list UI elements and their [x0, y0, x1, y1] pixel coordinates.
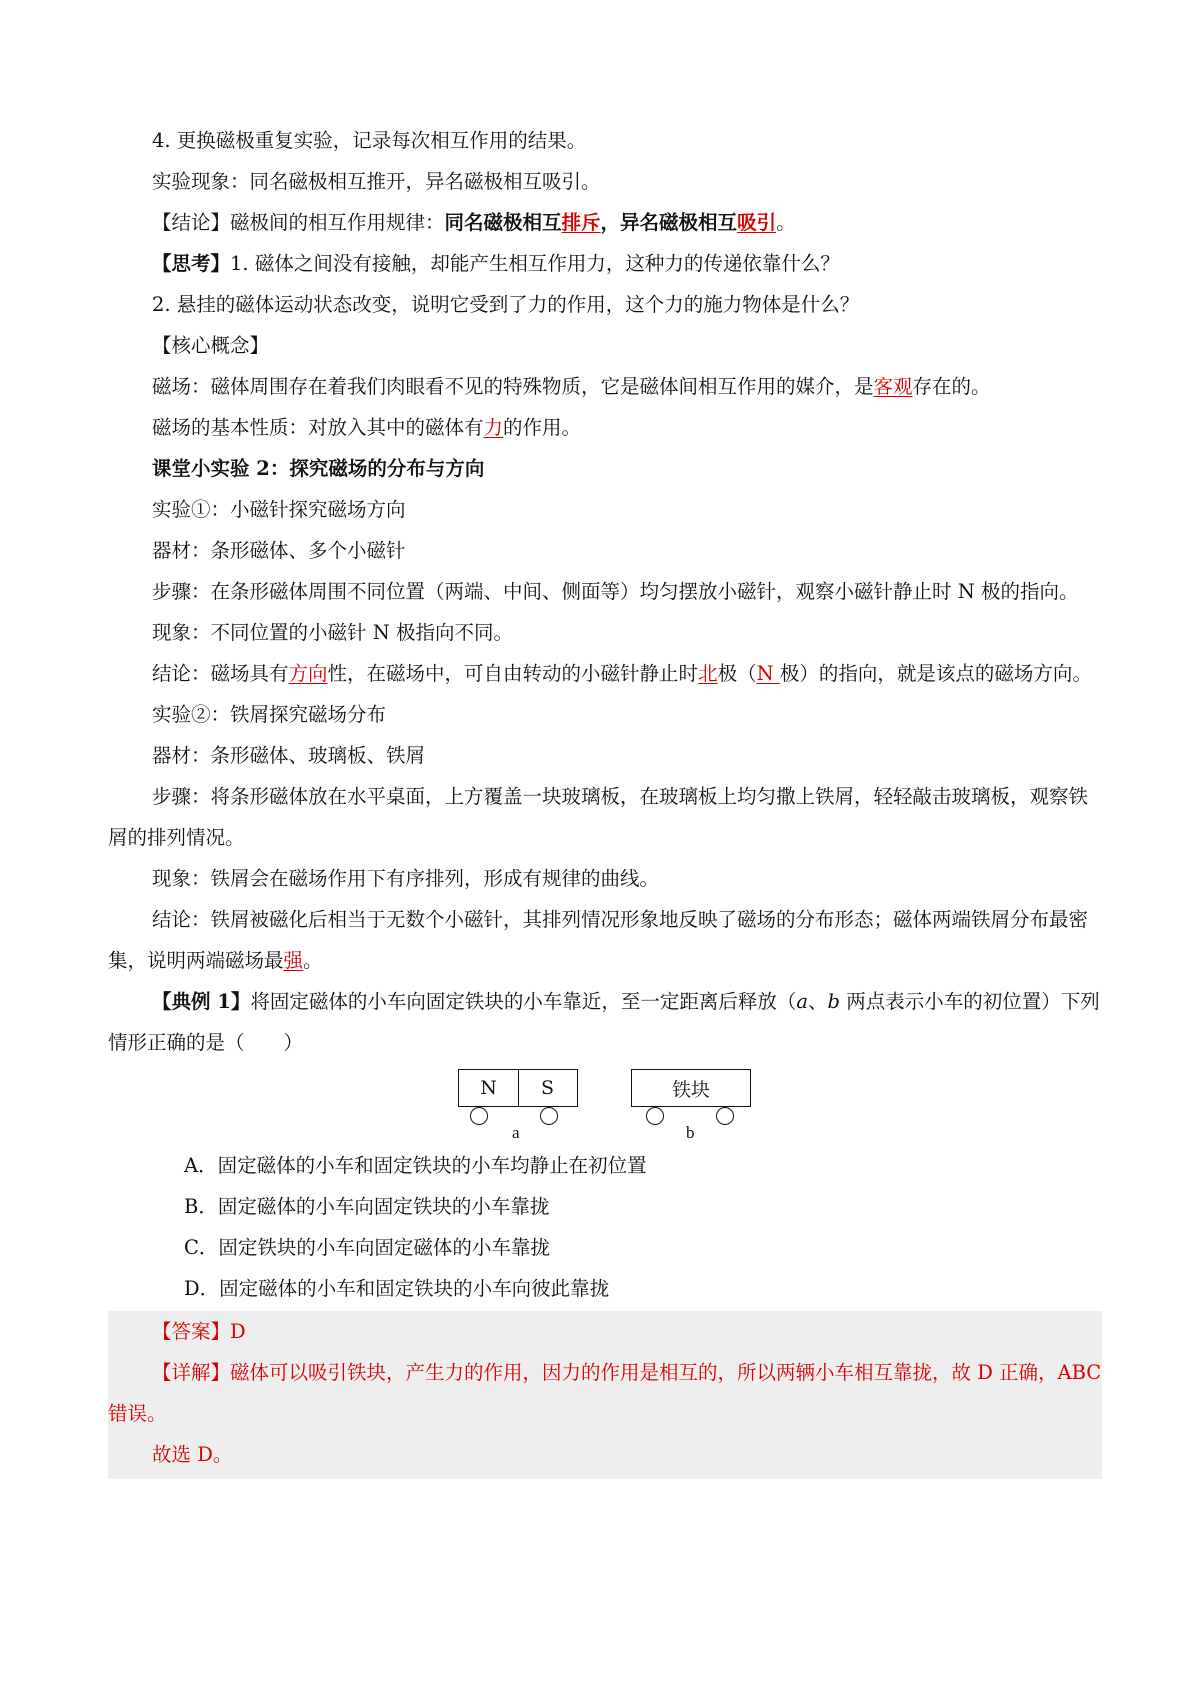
document-page	[108, 120, 1102, 1479]
magnetic-field-property: 磁场的基本性质：对放入其中的磁体有力的作用。	[152, 416, 582, 439]
answer-final: 故选 D。	[152, 1443, 233, 1466]
exp2-materials: 器材：条形磁体、玻璃板、铁屑	[152, 744, 426, 767]
example-1-question: 【典例 1】将固定磁体的小车向固定铁块的小车靠近，至一定距离后释放（a、b 两点表示小车的初位置）下列情形正确的是（ ）	[108, 990, 1100, 1054]
cart-figure	[108, 1065, 1102, 1145]
experiment-2-heading: 课堂小实验 2：探究磁场的分布与方向	[152, 457, 485, 480]
option-a: A．固定磁体的小车和固定铁块的小车均静止在初位置	[184, 1154, 647, 1177]
answer-line: 【答案】D	[152, 1320, 246, 1343]
exp2-phenomenon: 现象：铁屑会在磁场作用下有序排列，形成有规律的曲线。	[152, 867, 660, 890]
exp2-title: 实验②：铁屑探究磁场分布	[152, 703, 387, 726]
iron-label: 铁块	[671, 1078, 710, 1101]
exp1-phenomenon: 现象：不同位置的小磁针 N 极指向不同。	[152, 621, 513, 644]
option-c: C．固定铁块的小车向固定磁体的小车靠拢	[184, 1236, 550, 1259]
step-4: 4. 更换磁极重复实验，记录每次相互作用的结果。	[152, 129, 587, 152]
blank-strong: 强	[283, 949, 304, 972]
conclusion: 【结论】磁极间的相互作用规律：同名磁极相互排斥，异名磁极相互吸引。	[152, 211, 796, 234]
exp1-conclusion: 结论：磁场具有方向性，在磁场中，可自由转动的小磁针静止时北极（N 极）的指向，就是该点的磁场方向。	[152, 662, 1092, 685]
exp1-title: 实验①：小磁针探究磁场方向	[152, 498, 406, 521]
think-1: 【思考】1. 磁体之间没有接触，却能产生相互作用力，这种力的传递依靠什么？	[152, 252, 840, 275]
answer-detail: 【详解】磁体可以吸引铁块，产生力的作用，因力的作用是相互的，所以两辆小车相互靠拢，故 D 正确，ABC 错误。	[108, 1361, 1102, 1425]
exp1-materials: 器材：条形磁体、多个小磁针	[152, 539, 406, 562]
iron-cart-body	[631, 1069, 751, 1107]
exp2-conclusion: 结论：铁屑被磁化后相当于无数个小磁针，其排列情况形象地反映了磁场的分布形态；磁体两端铁屑分布最密集，说明两端磁场最强。	[108, 908, 1089, 972]
magnetic-field-def: 磁场：磁体周围存在着我们肉眼看不见的特殊物质，它是磁体间相互作用的媒介，是客观存在的。	[152, 375, 991, 398]
phenomenon: 实验现象：同名磁极相互推开，异名磁极相互吸引。	[152, 170, 601, 193]
blank-force: 力	[483, 416, 504, 439]
iron-cart-wheel-right	[716, 1107, 734, 1125]
blank-objective: 客观	[873, 375, 913, 398]
blank-repel: 排斥	[561, 211, 601, 234]
blank-n: N	[756, 662, 780, 685]
magnet-cart-wheel-left	[470, 1107, 488, 1125]
blank-north: 北	[698, 662, 718, 685]
label-a: a	[512, 1123, 520, 1142]
blank-attract: 吸引	[737, 211, 777, 234]
option-b: B．固定磁体的小车向固定铁块的小车靠拢	[184, 1195, 550, 1218]
answer-box	[108, 1311, 1102, 1479]
option-d: D．固定磁体的小车和固定铁块的小车向彼此靠拢	[184, 1277, 610, 1300]
pole-n: N	[460, 1070, 519, 1106]
label-b: b	[686, 1123, 695, 1142]
blank-direction: 方向	[288, 662, 328, 685]
exp1-steps: 步骤：在条形磁体周围不同位置（两端、中间、侧面等）均匀摆放小磁针，观察小磁针静止时 N 极的指向。	[152, 580, 1079, 603]
core-concept-heading: 【核心概念】	[152, 334, 270, 357]
exp2-steps: 步骤：将条形磁体放在水平桌面，上方覆盖一块玻璃板，在玻璃板上均匀撒上铁屑，轻轻敲击玻璃板，观察铁屑的排列情况。	[108, 785, 1089, 849]
iron-cart-wheel-left	[646, 1107, 664, 1125]
magnet-cart-wheel-right	[540, 1107, 558, 1125]
magnet-cart-body	[458, 1069, 578, 1107]
think-2: 2. 悬挂的磁体运动状态改变，说明它受到了力的作用，这个力的施力物体是什么？	[152, 293, 860, 316]
pole-s: S	[540, 1077, 555, 1099]
